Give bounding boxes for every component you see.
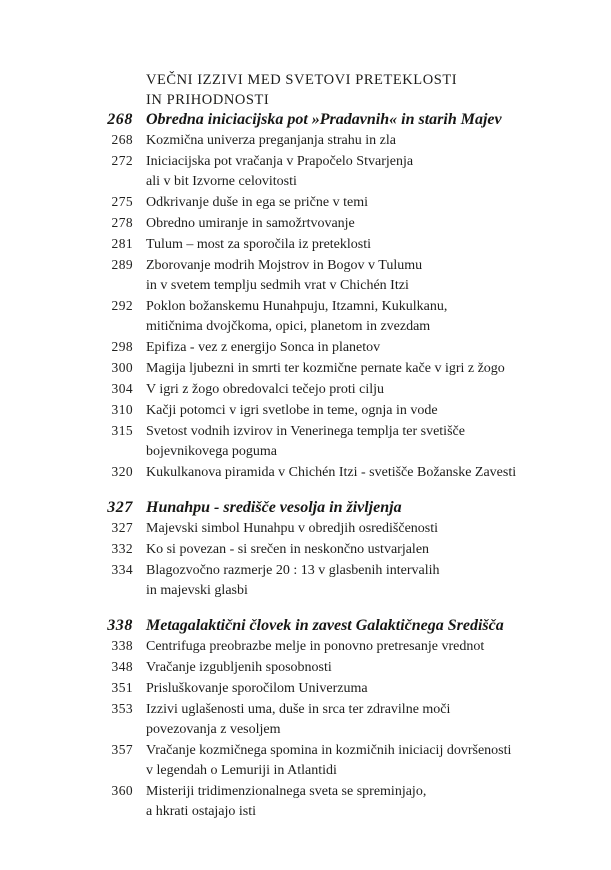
entry-title-line: Ko si povezan - si srečen in neskončno ustvarjalen [146, 542, 430, 557]
entry-title-line: a hkrati ostajajo isti [146, 804, 257, 819]
entry-title-line: V igri z žogo obredovalci tečejo proti cilju [146, 382, 385, 397]
entry-title [146, 519, 611, 539]
toc-entry [0, 379, 611, 400]
entry-title [146, 131, 611, 151]
toc-entry [0, 234, 611, 255]
entry-page-number: 348 [111, 659, 133, 674]
toc-entry [0, 400, 611, 421]
toc-entry [0, 539, 611, 560]
entry-title-line: bojevnikovega poguma [146, 444, 278, 459]
entry-title-line: Vračanje kozmičnega spomina in kozmičnih iniciacij dovršenosti [146, 743, 512, 758]
toc-sections [0, 110, 611, 822]
entry-page-number: 332 [111, 541, 133, 556]
toc-entry [0, 657, 611, 678]
entry-page-number: 353 [111, 701, 133, 716]
toc-entry [0, 151, 611, 192]
entry-page-number: 268 [111, 132, 133, 147]
entry-page-number: 278 [111, 215, 133, 230]
toc-entry [0, 678, 611, 699]
entry-title-line: Kukulkanova piramida v Chichén Itzi - svetišče Božanske Zavesti [146, 465, 517, 480]
entry-title-line: Majevski simbol Hunahpu v obredjih osrediščenosti [146, 521, 439, 536]
entry-page-number: 310 [111, 402, 133, 417]
entry-title [146, 193, 611, 213]
entry-title-line: Odkrivanje duše in ega se prične v temi [146, 195, 368, 210]
toc-entry [0, 740, 611, 781]
entry-title [146, 637, 611, 657]
heading-page-number: 327 [107, 499, 133, 516]
entry-title [146, 658, 611, 678]
heading-title-line: Hunahpu - središče vesolja in življenja [146, 499, 402, 516]
toc-part-header-line: IN PRIHODNOSTI [146, 92, 270, 108]
toc-entry [0, 337, 611, 358]
entry-title [146, 741, 611, 781]
entry-title-line: Kozmična univerza preganjanja strahu in zla [146, 133, 396, 148]
entry-title [146, 700, 611, 740]
toc-entry [0, 213, 611, 234]
entry-title [146, 152, 611, 192]
entry-title-line: Svetost vodnih izvirov in Venerinega templja ter svetišče [146, 424, 465, 439]
entry-page-number: 334 [111, 562, 133, 577]
toc-entry [0, 130, 611, 151]
entry-page-number: 275 [111, 194, 133, 209]
entry-title-line: Obredno umiranje in samožrtvovanje [146, 216, 355, 231]
toc-section [0, 110, 611, 483]
toc-entry [0, 255, 611, 296]
entry-page-number: 320 [111, 464, 133, 479]
heading-title [146, 110, 611, 130]
entry-title-line: Magija ljubezni in smrti ter kozmične pernate kače v igri z žogo [146, 361, 505, 376]
entry-title-line: v legendah o Lemuriji in Atlantidi [146, 763, 337, 778]
entry-title [146, 540, 611, 560]
entry-title-line: Epifiza - vez z energijo Sonca in planetov [146, 340, 381, 355]
toc-part-header [0, 70, 611, 110]
entry-page-number: 351 [111, 680, 133, 695]
entry-title-line: Kačji potomci v igri svetlobe in teme, ognja in vode [146, 403, 438, 418]
toc-entry [0, 462, 611, 483]
toc-entry [0, 560, 611, 601]
toc-entry [0, 358, 611, 379]
entry-page-number: 289 [111, 257, 133, 272]
toc-entry [0, 636, 611, 657]
entry-page-number: 300 [111, 360, 133, 375]
heading-title [146, 616, 611, 636]
entry-title [146, 561, 611, 601]
toc-entry [0, 421, 611, 462]
entry-title-line: mitičnima dvojčkoma, opici, planetom in zvezdam [146, 319, 431, 334]
entry-title-line: Misteriji tridimenzionalnega sveta se spreminjajo, [146, 784, 427, 799]
entry-title-line: in v svetem templju sedmih vrat v Chichén Itzi [146, 278, 409, 293]
entry-title-line: Poklon božanskemu Hunahpuju, Itzamni, Kukulkanu, [146, 299, 448, 314]
heading-title-line: Metagalaktični človek in zavest Galaktičnega Središča [146, 617, 504, 634]
entry-title [146, 214, 611, 234]
entry-title [146, 463, 611, 483]
entry-title-line: povezovanja z vesoljem [146, 722, 281, 737]
toc-section [0, 498, 611, 601]
entry-title [146, 338, 611, 358]
entry-page-number: 327 [111, 520, 133, 535]
entry-title-line: Iniciacijska pot vračanja v Prapočelo Stvarjenja [146, 154, 414, 169]
entry-title-line: in majevski glasbi [146, 583, 248, 598]
toc-section [0, 616, 611, 822]
entry-page-number: 360 [111, 783, 133, 798]
toc-section-heading [0, 616, 611, 636]
entry-title-line: Izzivi uglašenosti uma, duše in srca ter zdravilne moči [146, 702, 451, 717]
entry-title-line: Tulum – most za sporočila iz preteklosti [146, 237, 372, 252]
entry-page-number: 298 [111, 339, 133, 354]
entry-title [146, 422, 611, 462]
entry-page-number: 338 [111, 638, 133, 653]
entry-title [146, 401, 611, 421]
entry-title-line: Centrifuga preobrazbe melje in ponovno pretresanje vrednot [146, 639, 485, 654]
entry-page-number: 357 [111, 742, 133, 757]
entry-title-line: Blagozvočno razmerje 20 : 13 v glasbenih intervalih [146, 563, 440, 578]
entry-title [146, 297, 611, 337]
heading-title [146, 498, 611, 518]
heading-page-number: 268 [107, 111, 133, 128]
entry-page-number: 315 [111, 423, 133, 438]
toc-entry [0, 192, 611, 213]
toc-entry [0, 518, 611, 539]
toc-entry [0, 781, 611, 822]
toc-part-header-line: VEČNI IZZIVI MED SVETOVI PRETEKLOSTI [146, 72, 458, 88]
entry-title [146, 256, 611, 296]
entry-page-number: 304 [111, 381, 133, 396]
entry-title [146, 380, 611, 400]
toc-entry [0, 296, 611, 337]
entry-title-line: ali v bit Izvorne celovitosti [146, 174, 297, 189]
entry-page-number: 292 [111, 298, 133, 313]
toc-section-heading [0, 498, 611, 518]
entry-page-number: 281 [111, 236, 133, 251]
entry-title-line: Prisluškovanje sporočilom Univerzuma [146, 681, 368, 696]
toc-entry [0, 699, 611, 740]
entry-title-line: Zborovanje modrih Mojstrov in Bogov v Tulumu [146, 258, 423, 273]
entry-page-number: 272 [111, 153, 133, 168]
heading-title-line: Obredna iniciacijska pot »Pradavnih« in starih Majev [146, 111, 502, 128]
entry-title-line: Vračanje izgubljenih sposobnosti [146, 660, 332, 675]
toc-section-heading [0, 110, 611, 130]
entry-title [146, 782, 611, 822]
entry-title [146, 235, 611, 255]
entry-title [146, 679, 611, 699]
heading-page-number: 338 [107, 617, 133, 634]
entry-title [146, 359, 611, 379]
